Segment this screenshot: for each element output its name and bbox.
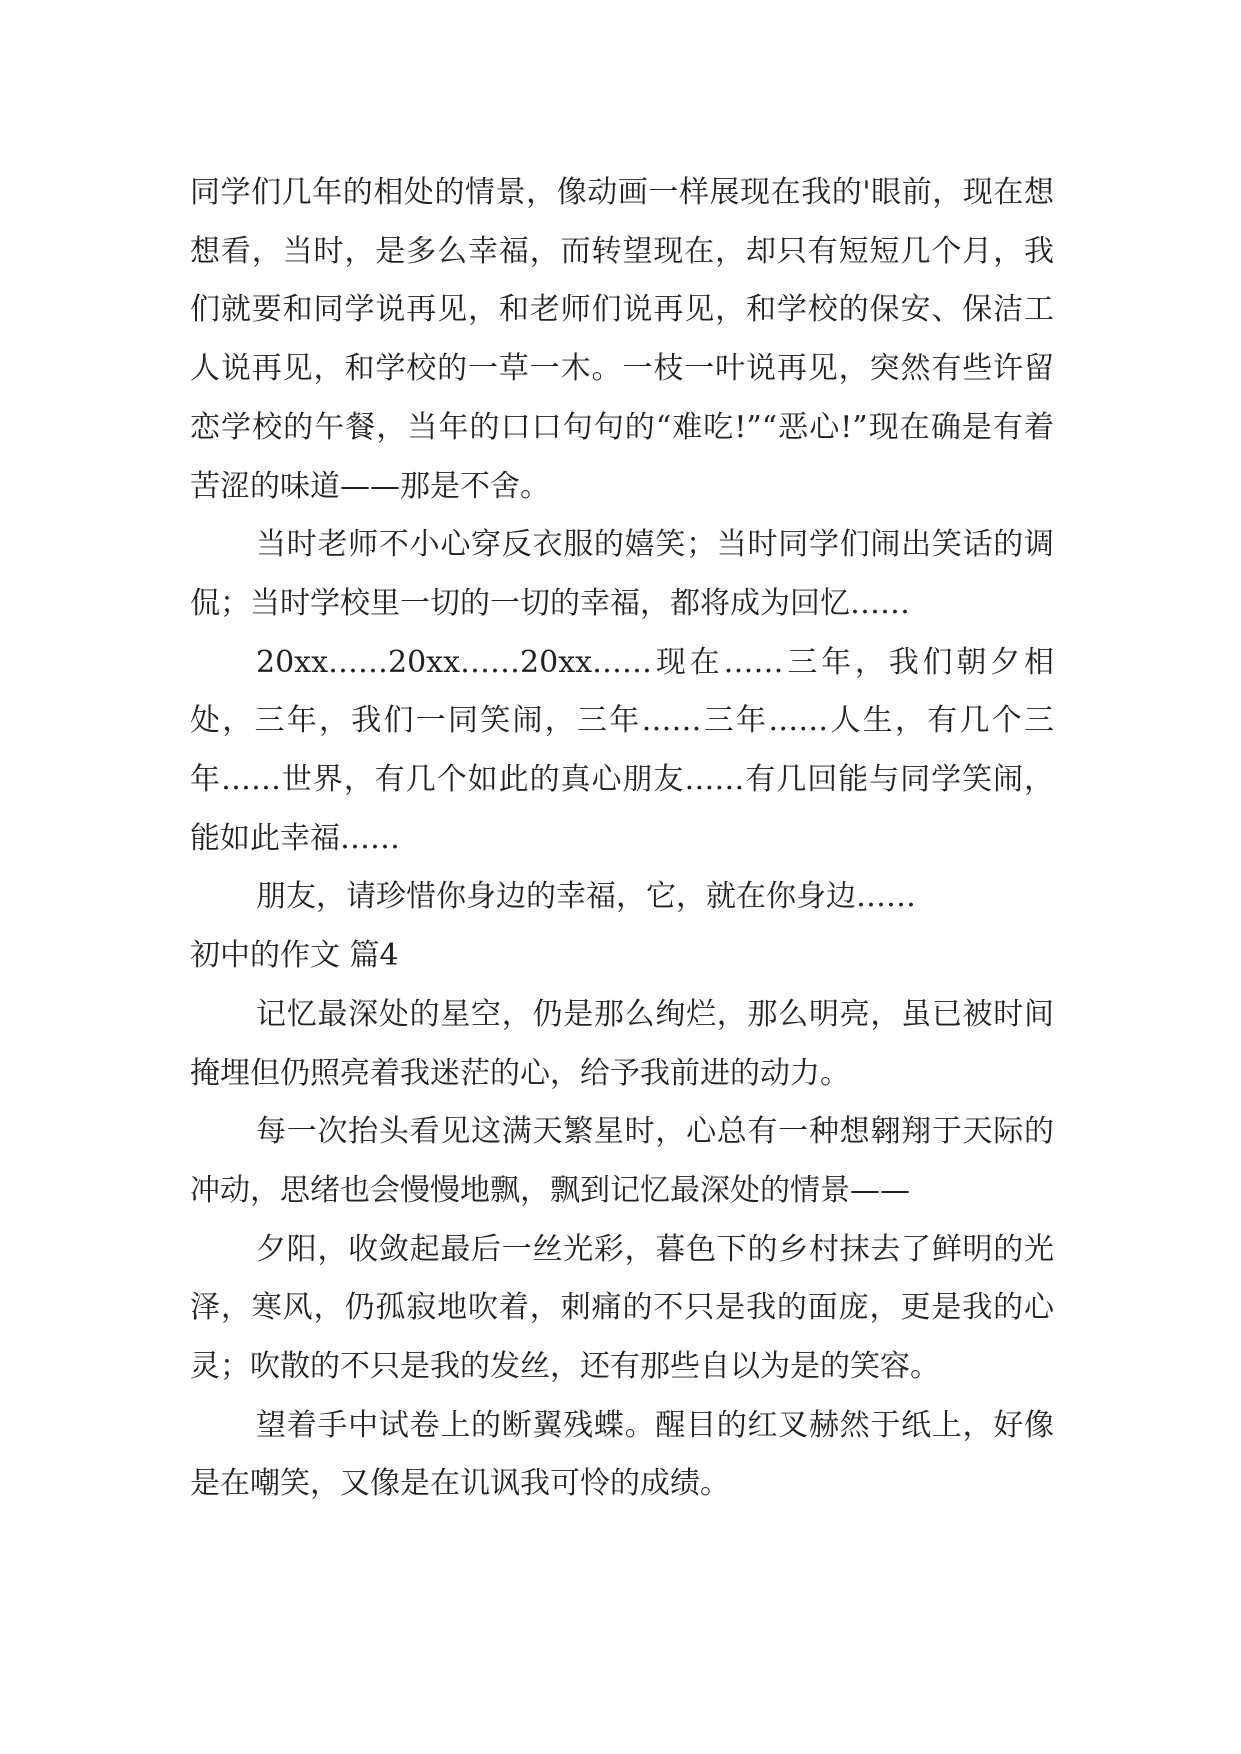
paragraph-1: 同学们几年的相处的情景，像动画一样展现在我的'眼前，现在想想看，当时，是多么幸福，而转望现在，却只有短短几个月，我们就要和同学说再见，和老师们说再见，和学校的保安、保洁工人说再见，和学校的一草一木。一枝一叶说再见，突然有些许留恋学校的午餐，当年的口口句句的“难吃!”“恶心!”现在确是有着苦涩的味道——那是不舍。 [190,175,1054,504]
paragraph-6: 每一次抬头看见这满天繁星时，心总有一种想翱翔于天际的冲动，思绪也会慢慢地飘，飘到记忆最深处的情景—— [190,1114,1054,1208]
section-heading: 初中的作文 篇4 [190,938,399,974]
paragraph-5: 记忆最深处的星空，仍是那么绚烂，那么明亮，虽已被时间掩埋但仍照亮着我迷茫的心，给予我前进的动力。 [190,996,1054,1091]
paragraph-4: 朋友，请珍惜你身边的幸福，它，就在你身边…… [256,879,916,915]
paragraph-8: 望着手中试卷上的断翼残蝶。醒目的红叉赫然于纸上，好像是在嘲笑，又像是在讥讽我可怜的成绩。 [190,1407,1054,1502]
paragraph-7: 夕阳，收敛起最后一丝光彩，暮色下的乡村抹去了鲜明的光泽，寒风，仍孤寂地吹着，刺痛的不只是我的面庞，更是我的心灵；吹散的不只是我的发丝，还有那些自以为是的笑容。 [190,1231,1054,1385]
paragraph-2: 当时老师不小心穿反衣服的嬉笑；当时同学们闹出笑话的调侃；当时学校里一切的一切的幸福，都将成为回忆…… [190,527,1054,621]
essay-body [190,164,1054,1514]
paragraph-3: 20xx……20xx……20xx……现在……三年，我们朝夕相处，三年，我们一同笑闹，三年……三年……人生，有几个三年……世界，有几个如此的真心朋友……有几回能与同学笑闹，能如此幸福…… [190,644,1054,856]
